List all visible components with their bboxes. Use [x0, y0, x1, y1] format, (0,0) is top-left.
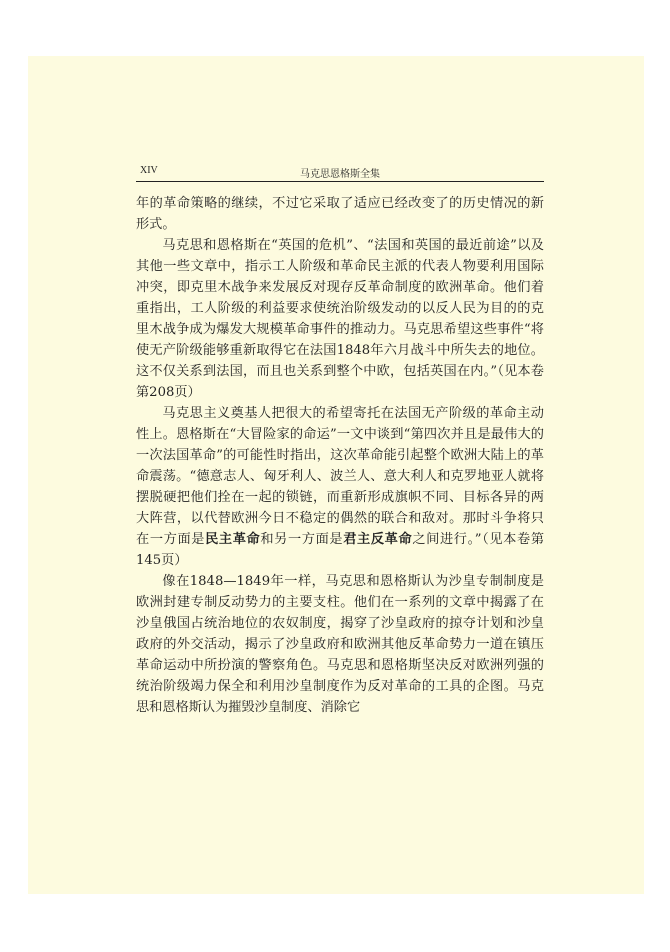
- running-header: [136, 165, 544, 182]
- paragraph-3-text-c: 之间进行。”（见本卷第145页）: [136, 532, 545, 568]
- paragraph-3-bold-b: 君主反革命: [343, 532, 413, 547]
- paragraph-3-text-b: 和另一方面是: [260, 532, 344, 547]
- book-title: 马克思恩格斯全集: [300, 169, 380, 180]
- page-number: XIV: [140, 165, 158, 176]
- paragraph-3-text-a: 马克思主义奠基人把很大的希望寄托在法国无产阶级的革命主动性上。恩格斯在“大冒险家的命运”一文中谈到“第四次并且是最伟大的一次法国革命”的可能性时指出，这次革命能引起整个欧洲大陆上的革命震荡。“德意志人、匈牙利人、波兰人、意大利人和克罗地亚人就将摆脱硬把他们拴在一起的锁链，而重新形成旗帜不同、目标各异的两大阵营，以代替欧洲今日不稳定的偶然的联合和敌对。那时斗争将只在一方面是: [136, 406, 544, 547]
- paragraph-4: 像在1848—1849年一样，马克思和恩格斯认为沙皇专制制度是欧洲封建专制反动势力的主要支柱。他们在一系列的文章中揭露了在沙皇俄国占统治地位的农奴制度，揭穿了沙皇政府的掠夺计划和沙皇政府的外交活动，揭示了沙皇政府和欧洲其他反革命势力一道在镇压革命运动中所扮演的警察角色。马克思和恩格斯坚决反对欧洲列强的统治阶级竭力保全和利用沙皇制度作为反对革命的工具的企图。马克思和恩格斯认为摧毁沙皇制度、消除它: [136, 574, 544, 715]
- paragraph-3: [136, 403, 544, 571]
- paragraph-3-bold-a: 民主革命: [205, 532, 261, 547]
- paragraph-1: 年的革命策略的继续，不过它采取了适应已经改变了的历史情况的新形式。: [136, 196, 544, 232]
- paragraph-2: 马克思和恩格斯在“英国的危机”、“法国和英国的最近前途”以及其他一些文章中，指示工人阶级和革命民主派的代表人物要利用国际冲突，即克里木战争来发展反对现存反革命制度的欧洲革命。他们着重指出，工人阶级的利益要求使统治阶级发动的以反人民为目的的克里木战争成为爆发大规模革命事件的推动力。马克思希望这些事件“将使无产阶级能够重新取得它在法国1848年六月战斗中所失去的地位。这不仅关系到法国，而且也关系到整个中欧，包括英国在内。”（见本卷第208页）: [136, 238, 544, 400]
- body-text: [136, 193, 544, 718]
